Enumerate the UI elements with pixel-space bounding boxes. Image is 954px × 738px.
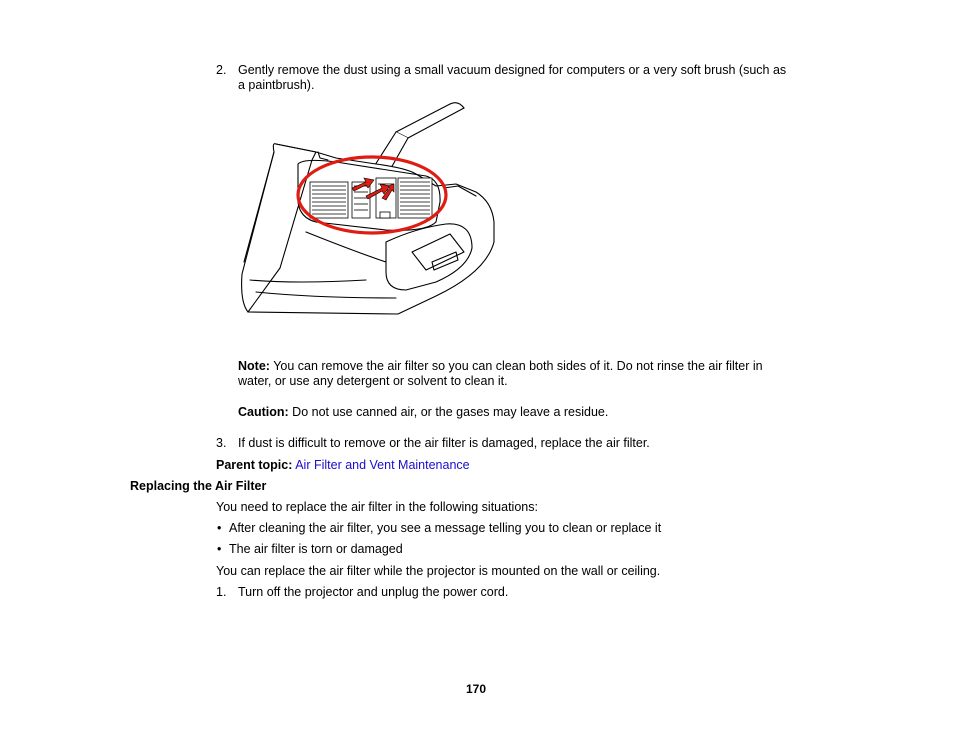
projector-vacuum-illustration <box>236 102 500 320</box>
caution-label: Caution: <box>238 405 289 419</box>
section-heading: Replacing the Air Filter <box>130 479 267 493</box>
page-number: 170 <box>466 682 487 696</box>
parent-topic-label: Parent topic: <box>216 458 293 472</box>
bullet-icon: • <box>217 521 222 535</box>
step-2-text-line-2: a paintbrush). <box>238 78 315 92</box>
caution-text: Do not use canned air, or the gases may leave a residue. <box>292 405 609 419</box>
note-text-2: water, or use any detergent or solvent to clean it. <box>238 374 508 388</box>
note-line-1 <box>238 359 763 374</box>
step-number: 3. <box>216 436 227 450</box>
step-1-text: Turn off the projector and unplug the power cord. <box>238 585 509 599</box>
step-3-text: If dust is difficult to remove or the air filter is damaged, replace the air filter. <box>238 436 650 450</box>
bullet-item: After cleaning the air filter, you see a message telling you to clean or replace it <box>229 521 662 535</box>
bullet-item: The air filter is torn or damaged <box>229 542 403 556</box>
parent-topic <box>216 458 470 473</box>
note-label: Note: <box>238 359 270 373</box>
caution-line <box>238 405 608 420</box>
bullet-icon: • <box>217 542 222 556</box>
parent-topic-link[interactable]: Air Filter and Vent Maintenance <box>295 458 470 472</box>
step-2-text-line-1: Gently remove the dust using a small vacuum designed for computers or a very soft brush (such as <box>238 63 787 77</box>
note-text-1: You can remove the air filter so you can clean both sides of it. Do not rinse the air filter in <box>273 359 763 373</box>
section-intro: You need to replace the air filter in the following situations: <box>216 500 538 514</box>
step-number: 2. <box>216 63 227 77</box>
mount-text: You can replace the air filter while the projector is mounted on the wall or ceiling. <box>216 564 661 578</box>
step-number: 1. <box>216 585 227 599</box>
